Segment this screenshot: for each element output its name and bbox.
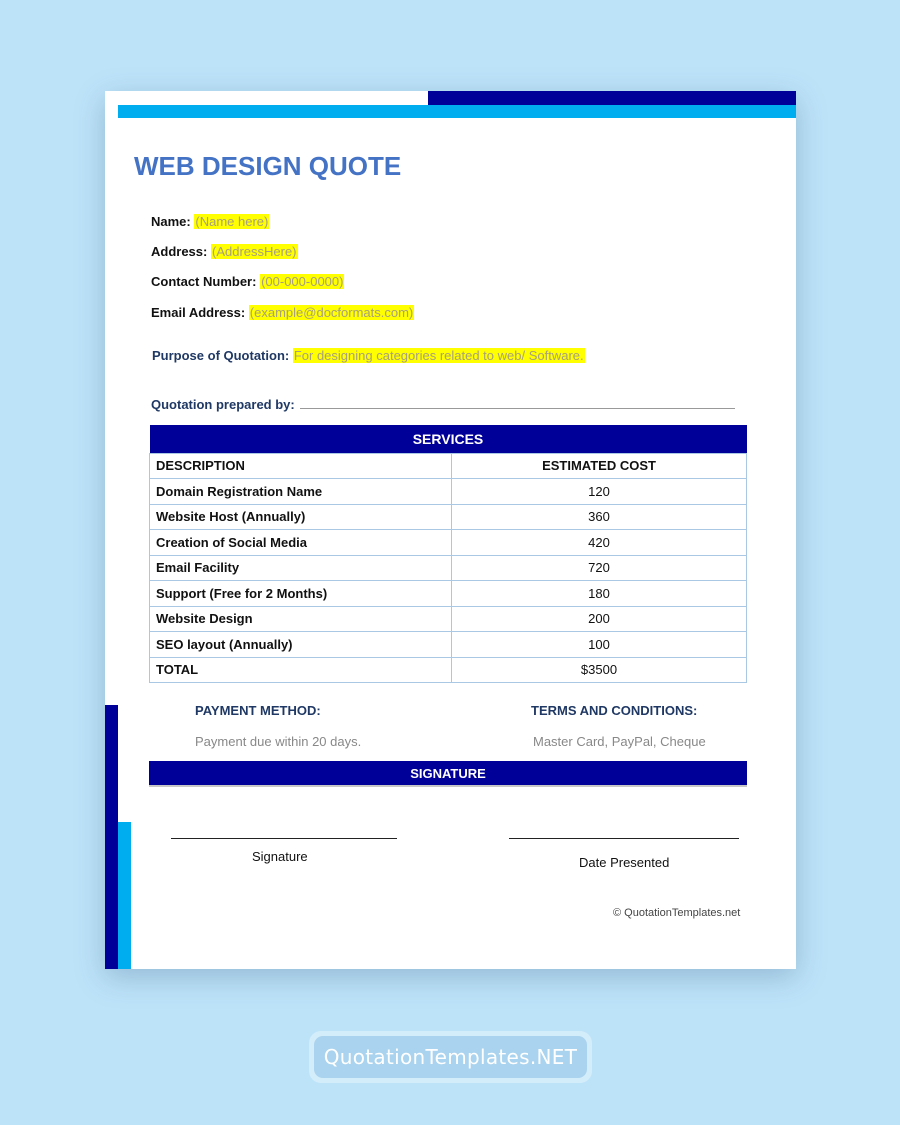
purpose-field: [152, 348, 585, 363]
name-value[interactable]: (Name here): [195, 214, 269, 229]
table-row: [150, 504, 747, 530]
row-description: Creation of Social Media: [150, 530, 452, 556]
name-field: [151, 214, 269, 229]
left-navy-bar: [105, 705, 118, 969]
email-field: [151, 305, 414, 320]
row-description: SEO layout (Annually): [150, 632, 452, 658]
cost-column-header: ESTIMATED COST: [452, 453, 747, 479]
prepared-by-label: Quotation prepared by:: [151, 397, 295, 412]
signature-header: SIGNATURE: [149, 761, 747, 787]
total-row: [150, 657, 747, 683]
left-cyan-bar: [118, 822, 131, 969]
table-row: [150, 581, 747, 607]
row-description: Support (Free for 2 Months): [150, 581, 452, 607]
services-title: SERVICES: [150, 425, 747, 453]
top-navy-bar: [428, 91, 796, 105]
table-row: [150, 530, 747, 556]
address-field: [151, 244, 298, 259]
prepared-by-line[interactable]: [300, 408, 735, 409]
terms-value: Master Card, PayPal, Cheque: [533, 734, 706, 749]
email-label: Email Address:: [151, 305, 246, 320]
purpose-value[interactable]: For designing categories related to web/ Software.: [293, 348, 584, 363]
total-label: TOTAL: [150, 657, 452, 683]
services-table: [149, 425, 747, 683]
row-description: Website Host (Annually): [150, 504, 452, 530]
contact-number-label: Contact Number:: [151, 274, 257, 289]
address-label: Address:: [151, 244, 208, 259]
row-cost: 360: [452, 504, 747, 530]
table-row: [150, 479, 747, 505]
date-line[interactable]: [509, 838, 739, 839]
table-row: [150, 555, 747, 581]
date-caption: Date Presented: [579, 855, 670, 870]
email-value[interactable]: (example@docformats.com): [249, 305, 414, 320]
table-row: [150, 606, 747, 632]
row-description: Website Design: [150, 606, 452, 632]
payment-method-value: Payment due within 20 days.: [195, 734, 362, 749]
row-description: Email Facility: [150, 555, 452, 581]
payment-method-label: PAYMENT METHOD:: [195, 703, 321, 718]
signature-line[interactable]: [171, 838, 397, 839]
terms-label: TERMS AND CONDITIONS:: [531, 703, 698, 718]
row-cost: 420: [452, 530, 747, 556]
site-badge-text: QuotationTemplates.NET: [314, 1036, 587, 1078]
site-badge: [309, 1031, 592, 1083]
row-description: Domain Registration Name: [150, 479, 452, 505]
row-cost: 720: [452, 555, 747, 581]
copyright-text: © QuotationTemplates.net: [613, 907, 741, 919]
signature-caption: Signature: [252, 849, 308, 864]
contact-number-value[interactable]: (00-000-0000): [261, 274, 344, 289]
row-cost: 120: [452, 479, 747, 505]
table-row: [150, 632, 747, 658]
purpose-label: Purpose of Quotation:: [152, 348, 290, 363]
row-cost: 100: [452, 632, 747, 658]
document-title: WEB DESIGN QUOTE: [134, 151, 402, 181]
row-cost: 180: [452, 581, 747, 607]
row-cost: 200: [452, 606, 747, 632]
quote-document: [105, 91, 796, 969]
total-value: $3500: [452, 657, 747, 683]
name-label: Name:: [151, 214, 191, 229]
services-column-header: [150, 453, 747, 479]
top-cyan-bar: [118, 105, 796, 118]
contact-number-field: [151, 274, 344, 289]
description-column-header: DESCRIPTION: [150, 453, 452, 479]
address-value[interactable]: (AddressHere): [211, 244, 297, 259]
